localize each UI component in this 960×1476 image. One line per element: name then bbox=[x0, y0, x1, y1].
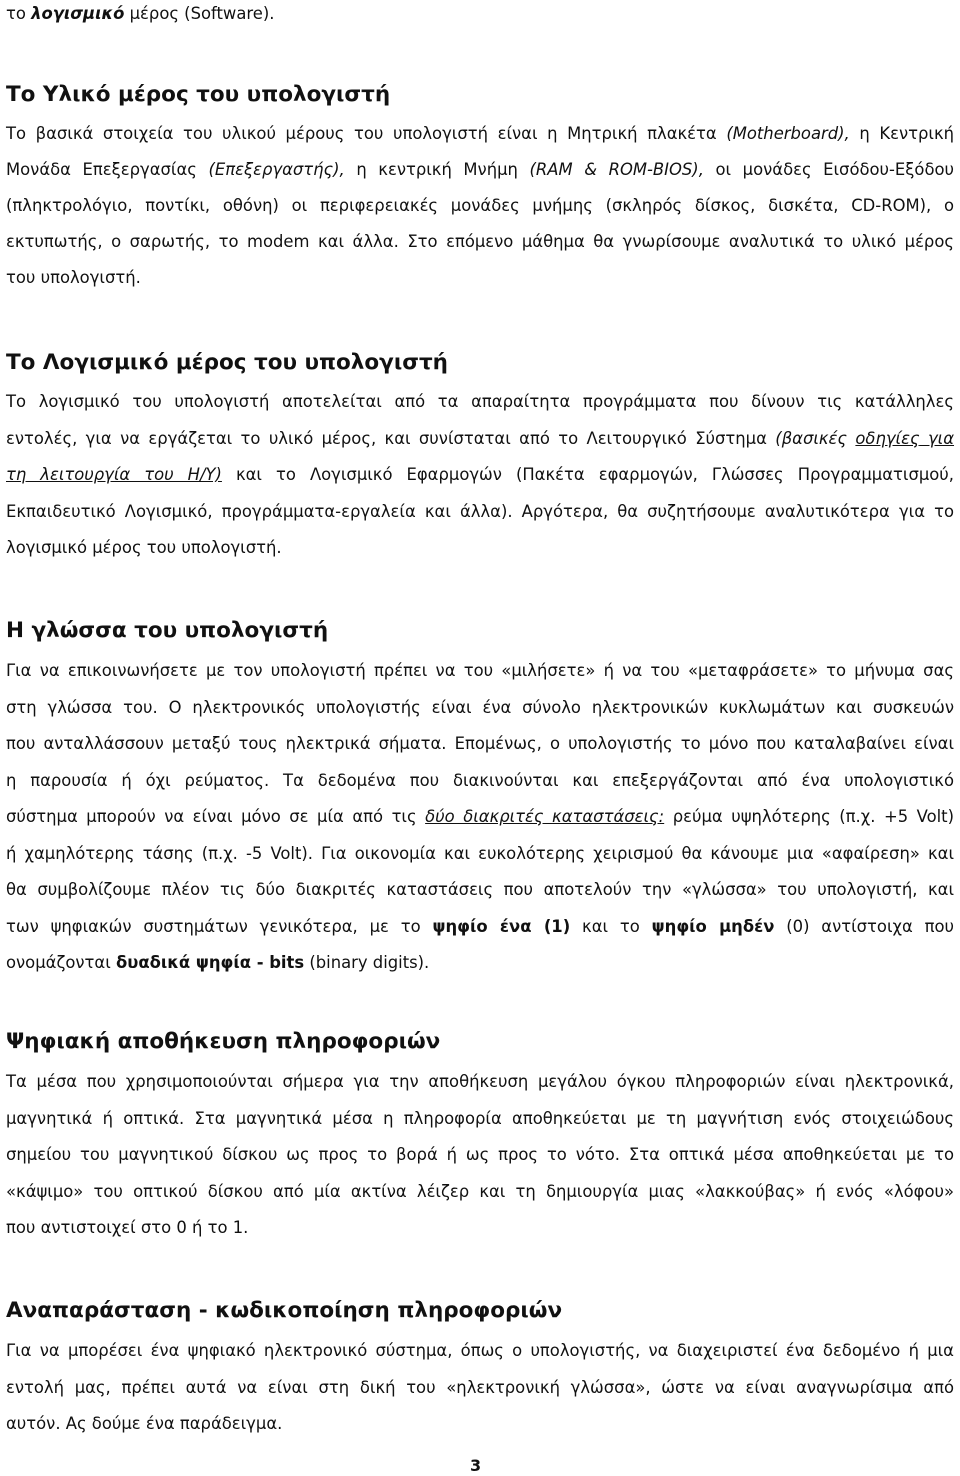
italic-text: (RAM & ROM-BIOS), bbox=[529, 160, 704, 179]
underlined-italic-text: οδηγίες bbox=[855, 429, 920, 448]
paragraph-line: αυτόν. Ας δούμε ένα παράδειγμα. bbox=[6, 1414, 283, 1433]
text: ονομάζονται bbox=[6, 953, 116, 972]
paragraph-line bbox=[6, 160, 954, 180]
text: το bbox=[6, 4, 32, 23]
section-heading-storage: Ψηφιακή αποθήκευση πληροφοριών bbox=[6, 1029, 441, 1054]
section-heading-language: Η γλώσσα του υπολογιστή bbox=[6, 618, 329, 643]
page-number: 3 bbox=[470, 1456, 482, 1475]
paragraph-line bbox=[6, 429, 954, 449]
paragraph-line: Για να επικοινωνήσετε με τον υπολογιστή πρέπει να του «μιλήσετε» ή να του «μεταφράσετε» το μήνυμα σας bbox=[6, 661, 954, 680]
paragraph-line: «κάψιμο» του οπτικού δίσκου από μία ακτίνα λέιζερ και τη δημιουργία μιας «λακκούβας» ή ενός «λόφου» bbox=[6, 1182, 954, 1201]
paragraph-line: θα συμβολίζουμε πλέον τις δύο διακριτές καταστάσεις που αποτελούν την «γλώσσα» του υπολογιστή, και bbox=[6, 880, 954, 899]
text: εκτυπωτής, ο σαρωτής, το modem και άλλα. bbox=[6, 232, 408, 251]
paragraph-line: εντολή μας, πρέπει αυτά να είναι στη δική του «ηλεκτρονική γλώσσα», ώστε να είναι αναγνωρίσιμα από bbox=[6, 1378, 954, 1397]
text: Το βασικά στοιχεία του υλικού μέρους του υπολογιστή είναι η Μητρική πλακέτα bbox=[6, 124, 727, 143]
text: οι μονάδες Εισόδου-Εξόδου bbox=[703, 160, 954, 179]
bold-text: ψηφίο μηδέν bbox=[651, 917, 775, 936]
text: Στο επόμενο μάθημα θα γνωρίσουμε αναλυτικά το υλικό μέρος bbox=[407, 232, 954, 251]
paragraph-line: του υπολογιστή. bbox=[6, 268, 141, 287]
italic-text: (Motherboard), bbox=[726, 124, 850, 143]
paragraph-line: η παρουσία ή όχι ρεύματος. Τα δεδομένα που διακινούνται και επεξεργάζονται από ένα υπολογιστικό bbox=[6, 771, 954, 790]
paragraph-line bbox=[6, 465, 954, 485]
section-heading-software: Το Λογισμικό μέρος του υπολογιστή bbox=[6, 350, 448, 375]
paragraph-line: λογισμικό μέρος του υπολογιστή. bbox=[6, 538, 282, 557]
underlined-italic-text: τη λειτουργία του Η/Υ) bbox=[6, 465, 222, 484]
text: και το Λογισμικό Εφαρμογών (Πακέτα εφαρμογών, Γλώσσες Προγραμματισμού, bbox=[221, 465, 954, 484]
paragraph-line bbox=[6, 232, 954, 252]
paragraph-line: που ανταλλάσσουν μεταξύ τους ηλεκτρικά σήματα. Επομένως, ο υπολογιστής το μόνο που καταλαβαίνει είναι bbox=[6, 734, 954, 753]
underlined-italic-text: για bbox=[919, 429, 955, 448]
text: Μονάδα Επεξεργασίας bbox=[6, 160, 209, 179]
paragraph-line: στη γλώσσα του. Ο ηλεκτρονικός υπολογιστής είναι ένα σύνολο ηλεκτρονικών κυκλωμάτων και συσκευών bbox=[6, 698, 954, 717]
paragraph-line: μαγνητικά ή οπτικά. Στα μαγνητικά μέσα η πληροφορία αποθηκεύεται με τη μαγνήτιση ενός στοιχειώδους bbox=[6, 1109, 954, 1128]
underlined-italic-text: δύο διακριτές καταστάσεις: bbox=[425, 807, 665, 826]
text: μέρος (Software). bbox=[124, 4, 275, 23]
text: η Κεντρική bbox=[849, 124, 954, 143]
text: εντολές, για να εργάζεται το υλικό μέρος, και συνίσταται από το Λειτουργικό Σύστημα bbox=[6, 429, 776, 448]
emphasis-text: λογισμικό bbox=[31, 4, 125, 23]
paragraph-line: Το λογισμικό του υπολογιστή αποτελείται από τα απαραίτητα προγράμματα που δίνουν τις κατάλληλες bbox=[6, 392, 954, 411]
paragraph-line bbox=[6, 124, 954, 144]
section-heading-encoding: Αναπαράσταση - κωδικοποίηση πληροφοριών bbox=[6, 1298, 563, 1323]
section-heading-hardware: Το Υλικό μέρος του υπολογιστή bbox=[6, 82, 391, 107]
italic-text: (Επεξεργαστής), bbox=[208, 160, 345, 179]
paragraph-line: (πληκτρολόγιο, ποντίκι, οθόνη) οι περιφερειακές μονάδες μνήμης (σκληρός δίσκος, δισκέτα, CD-ROM), ο bbox=[6, 196, 954, 215]
paragraph-line: σημείου του μαγνητικού δίσκου ως προς το βορά ή ως προς το νότο. Στα οπτικά μέσα αποθηκεύεται με το bbox=[6, 1145, 954, 1164]
text: η κεντρική Μνήμη bbox=[344, 160, 530, 179]
italic-text: (βασικές bbox=[775, 429, 856, 448]
bold-text: ψηφίο ένα (1) bbox=[432, 917, 571, 936]
paragraph-line: ή χαμηλότερης τάσης (π.χ. -5 Volt). Για οικονομία και ευκολότερης χειρισμού θα κάνουμε μια «αφαίρεση» και bbox=[6, 844, 954, 863]
text: και το bbox=[570, 917, 652, 936]
intro-line bbox=[6, 4, 274, 24]
text: (0) αντίστοιχα που bbox=[774, 917, 954, 936]
text: ρεύμα υψηλότερης (π.χ. +5 Volt) bbox=[664, 807, 954, 826]
paragraph-line bbox=[6, 953, 429, 973]
paragraph-line bbox=[6, 807, 954, 827]
paragraph-line: Εκπαιδευτικό Λογισμικό, προγράμματα-εργαλεία και άλλα). Αργότερα, θα συζητήσουμε αναλυτικότερα για το bbox=[6, 502, 954, 521]
paragraph-line bbox=[6, 917, 954, 937]
paragraph-line: Τα μέσα που χρησιμοποιούνται σήμερα για την αποθήκευση μεγάλου όγκου πληροφοριών είναι ηλεκτρονικά, bbox=[6, 1072, 954, 1091]
paragraph-line: Για να μπορέσει ένα ψηφιακό ηλεκτρονικό σύστημα, όπως ο υπολογιστής, να διαχειριστεί ένα δεδομένο ή μια bbox=[6, 1341, 954, 1360]
text: (binary digits). bbox=[304, 953, 430, 972]
bold-text: δυαδικά ψηφία - bits bbox=[115, 953, 305, 972]
paragraph-line: που αντιστοιχεί στο 0 ή το 1. bbox=[6, 1218, 249, 1237]
text: των ψηφιακών συστημάτων γενικότερα, με το bbox=[6, 917, 433, 936]
text: σύστημα μπορούν να είναι μόνο σε μία από τις bbox=[6, 807, 426, 826]
